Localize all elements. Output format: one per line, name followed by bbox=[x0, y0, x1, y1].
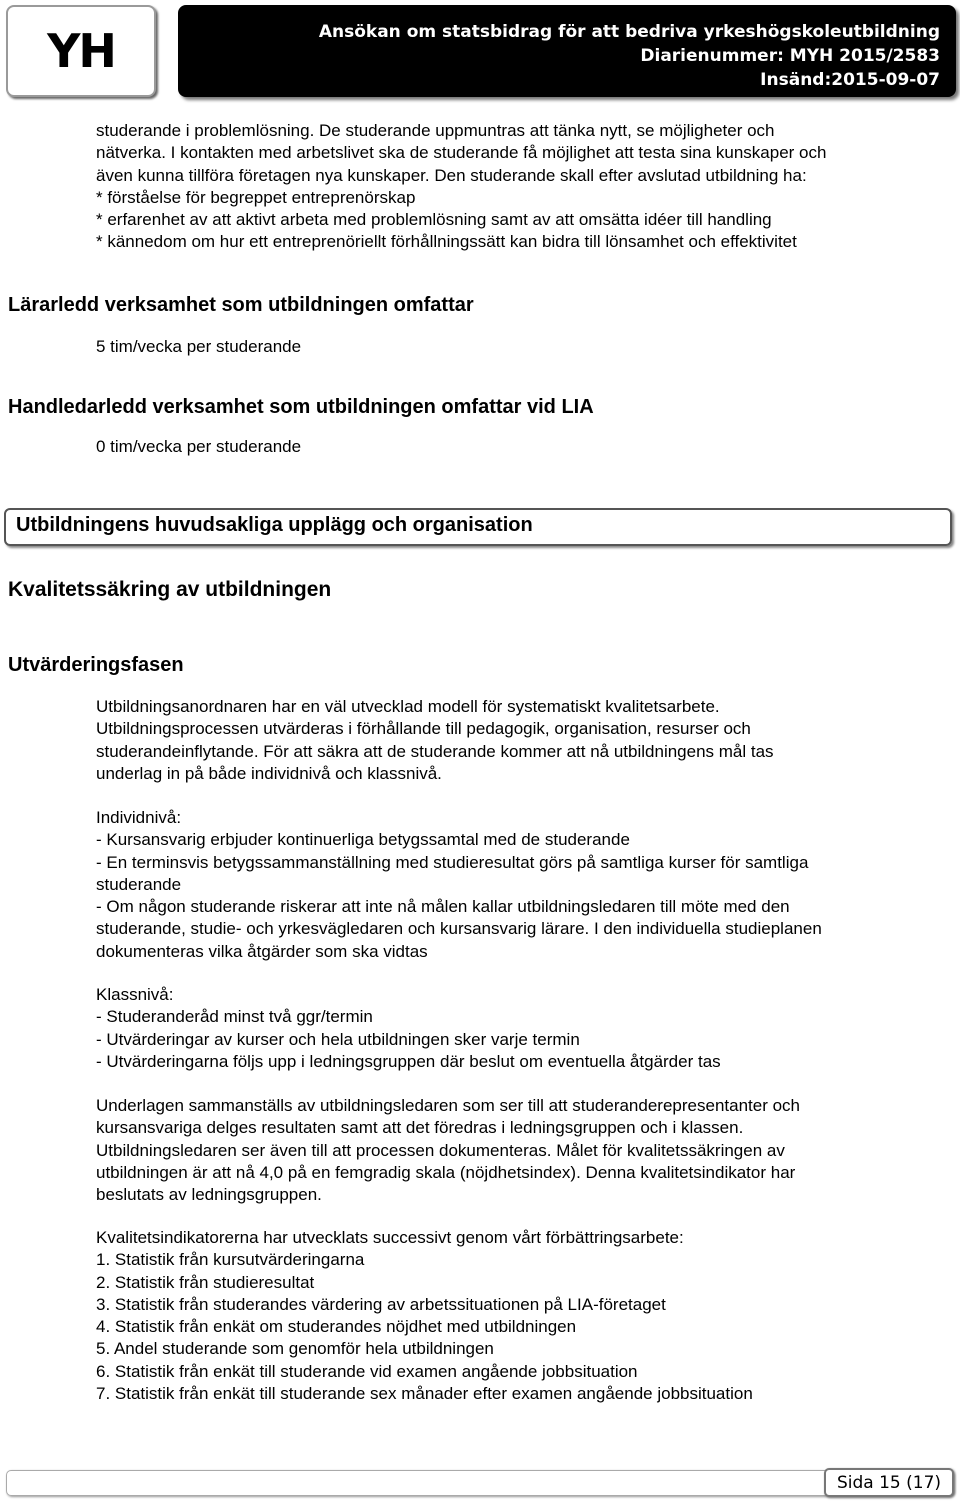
klass-list bbox=[96, 984, 721, 1073]
lararledd-value: 5 tim/vecka per studerande bbox=[96, 337, 302, 356]
handledarledd-value: 0 tim/vecka per studerande bbox=[96, 437, 302, 456]
paragraph-underlag bbox=[96, 1095, 800, 1206]
list-item: 4. Statistik från enkät om studerandes nöjdhet med utbildningen bbox=[96, 1317, 577, 1337]
list-item: 6. Statistik från enkät till studerande vid examen angående jobbsituation bbox=[96, 1361, 638, 1381]
list-item: - Kursansvarig erbjuder kontinuerliga betygssamtal med de studerande bbox=[96, 830, 630, 850]
submission-date: Insänd:2015-09-07 bbox=[760, 70, 940, 90]
logo-text: YH bbox=[47, 24, 115, 78]
list-item: - Studeranderåd minst två ggr/termin bbox=[96, 1007, 373, 1027]
footer-bar bbox=[6, 1470, 954, 1496]
header-title-box bbox=[178, 5, 956, 97]
intro-text bbox=[96, 120, 826, 254]
list-item: Individnivå: bbox=[96, 808, 182, 827]
text-line: beslutats av ledningsgruppen. bbox=[96, 1185, 322, 1205]
list-item: Klassnivå: bbox=[96, 985, 174, 1004]
text-line: kursansvariga delges resultaten samt att det föredras i ledningsgruppen och i klassen. bbox=[96, 1118, 744, 1138]
text-line: nätverka. I kontakten med arbetslivet ska de studerande få möjlighet att testa sina kunskaper och bbox=[96, 143, 827, 163]
utvardering-heading: Utvärderingsfasen bbox=[8, 654, 184, 676]
list-item: dokumenteras vilka åtgärder som ska vidtas bbox=[96, 941, 428, 961]
text-line: Utbildningsprocessen utvärderas i förhållande till pedagogik, organisation, resurser och bbox=[96, 719, 751, 739]
kvalitet-heading: Kvalitetssäkring av utbildningen bbox=[8, 578, 332, 601]
page-number: Sida 15 (17) bbox=[824, 1468, 954, 1497]
list-item: - Utvärderingar av kurser och hela utbildningen sker varje termin bbox=[96, 1029, 580, 1049]
document-title: Ansökan om statsbidrag för att bedriva yrkeshögskoleutbildning bbox=[318, 22, 940, 42]
section-header-box bbox=[4, 508, 952, 546]
logo bbox=[6, 5, 156, 97]
paragraph-modell bbox=[96, 696, 774, 785]
list-item: 2. Statistik från studieresultat bbox=[96, 1272, 315, 1292]
list-item: studerande, studie- och yrkesvägledaren och kursansvarig lärare. I den individuella studieplanen bbox=[96, 919, 822, 939]
indikator-list bbox=[96, 1227, 753, 1405]
handledarledd-heading: Handledarledd verksamhet som utbildningen omfattar vid LIA bbox=[8, 396, 594, 418]
list-item: Kvalitetsindikatorerna har utvecklats successivt genom vårt förbättringsarbete: bbox=[96, 1228, 684, 1247]
text-line: underlag in på både individnivå och klassnivå. bbox=[96, 763, 442, 783]
text-line: Utbildningsledaren ser även till att processen dokumenteras. Målet för kvalitetssäkringen av bbox=[96, 1140, 785, 1160]
text-line: * erfarenhet av att aktivt arbeta med problemlösning samt av att omsätta idéer till handling bbox=[96, 210, 772, 230]
list-item: 3. Statistik från studerandes värdering av arbetssituationen på LIA-företaget bbox=[96, 1294, 666, 1314]
list-item: - Om någon studerande riskerar att inte nå målen kallar utbildningsledaren till möte med den bbox=[96, 897, 790, 917]
text-line: * förståelse för begreppet entreprenörskap bbox=[96, 187, 416, 207]
text-line: Utbildningsanordnaren har en väl utvecklad modell för systematiskt kvalitetsarbete. bbox=[96, 697, 720, 716]
list-item: 7. Statistik från enkät till studerande sex månader efter examen angående jobbsituation bbox=[96, 1384, 753, 1404]
list-item: - En terminsvis betygssammanställning med studieresultat görs på samtliga kurser för samtliga bbox=[96, 852, 809, 872]
list-item: - Utvärderingarna följs upp i ledningsgruppen där beslut om eventuella åtgärder tas bbox=[96, 1051, 721, 1071]
text-line: Underlagen sammanställs av utbildningsledaren som ser till att studeranderepresentanter och bbox=[96, 1096, 800, 1115]
text-line: * kännedom om hur ett entreprenöriellt förhållningssätt kan bidra till lönsamhet och effektivitet bbox=[96, 232, 797, 252]
lararledd-heading: Lärarledd verksamhet som utbildningen omfattar bbox=[8, 294, 474, 316]
text-line: studerande i problemlösning. De studerande uppmuntras att tänka nytt, se möjligheter och bbox=[96, 121, 775, 140]
section-title: Utbildningens huvudsakliga upplägg och organisation bbox=[16, 514, 533, 536]
individ-list bbox=[96, 807, 822, 963]
diarienummer: Diarienummer: MYH 2015/2583 bbox=[640, 46, 940, 66]
list-item: 5. Andel studerande som genomför hela utbildningen bbox=[96, 1339, 494, 1359]
list-item: 1. Statistik från kursutvärderingarna bbox=[96, 1250, 365, 1270]
list-item: studerande bbox=[96, 874, 182, 894]
text-line: även kunna tillföra företagen nya kunskaper. Den studerande skall efter avslutad utbildning ha: bbox=[96, 165, 807, 185]
text-line: studerandeinflytande. För att säkra att de studerande kommer att nå utbildningens mål tas bbox=[96, 741, 774, 761]
text-line: utbildningen är att nå 4,0 på en femgradig skala (nöjdhetsindex). Denna kvalitetsindikator har bbox=[96, 1162, 796, 1182]
